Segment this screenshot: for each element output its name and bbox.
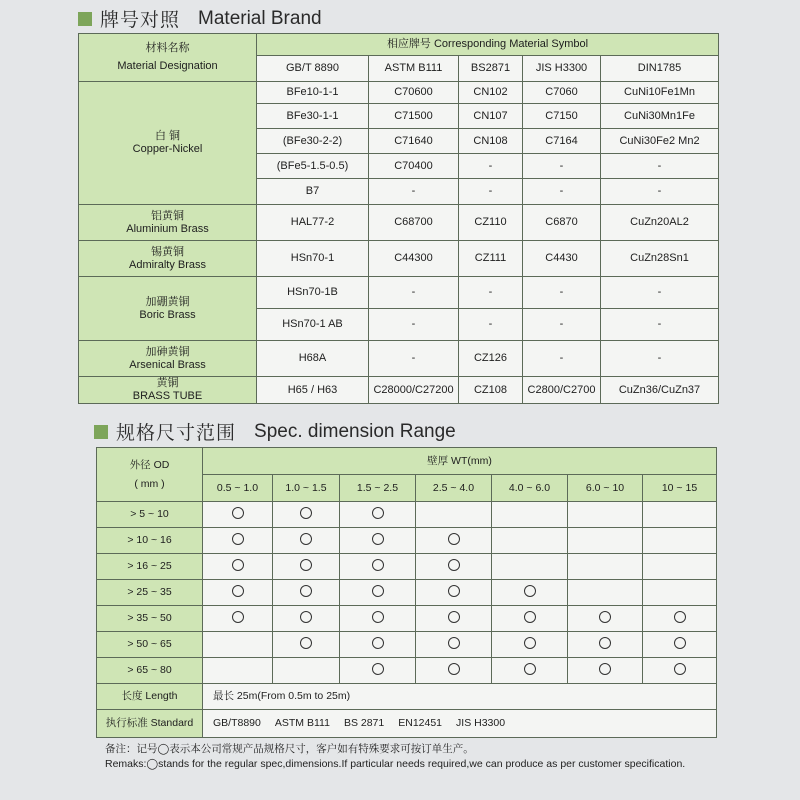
circle-icon bbox=[372, 611, 384, 623]
circle-icon bbox=[599, 637, 611, 649]
wt-range-header: 1.5 ~ 2.5 bbox=[340, 475, 416, 502]
availability-cell bbox=[492, 580, 568, 606]
od-range-cell: > 65 ~ 80 bbox=[97, 658, 203, 684]
spec-row bbox=[97, 606, 717, 632]
availability-cell bbox=[340, 606, 416, 632]
circle-icon bbox=[524, 611, 536, 623]
circle-icon bbox=[524, 637, 536, 649]
remarks-en: Remaks:◯stands for the regular spec,dimensions.If particular needs required,we can produce as per customer specification. bbox=[105, 758, 686, 770]
square-icon bbox=[78, 12, 92, 26]
material-name-cn: 锡黄铜 bbox=[151, 245, 184, 258]
spec-row bbox=[97, 580, 717, 606]
circle-icon bbox=[232, 507, 244, 519]
availability-cell bbox=[492, 632, 568, 658]
brand-cell: CuZn28Sn1 bbox=[601, 241, 719, 277]
availability-cell bbox=[273, 580, 340, 606]
circle-icon bbox=[372, 663, 384, 675]
availability-cell bbox=[416, 606, 492, 632]
section-title-cn: 规格尺寸范围 bbox=[116, 423, 237, 444]
brand-row bbox=[79, 277, 719, 309]
availability-cell bbox=[273, 658, 340, 684]
circle-icon bbox=[300, 637, 312, 649]
brand-cell: - bbox=[601, 309, 719, 341]
availability-cell bbox=[643, 528, 717, 554]
brand-cell: C7150 bbox=[523, 104, 601, 129]
material-name-en: Arsenical Brass bbox=[129, 358, 206, 371]
availability-cell bbox=[568, 554, 643, 580]
availability-cell bbox=[340, 528, 416, 554]
section-title-en: Material Brand bbox=[198, 7, 322, 29]
availability-cell bbox=[416, 528, 492, 554]
circle-icon bbox=[674, 637, 686, 649]
brand-cell: C28000/C27200 bbox=[369, 377, 459, 404]
availability-cell bbox=[492, 554, 568, 580]
header-en: Material Designation bbox=[117, 60, 218, 72]
brand-row bbox=[79, 82, 719, 104]
brand-cell: CZ111 bbox=[459, 241, 523, 277]
circle-icon bbox=[448, 533, 460, 545]
availability-cell bbox=[568, 528, 643, 554]
availability-cell bbox=[643, 580, 717, 606]
brand-cell: - bbox=[523, 154, 601, 179]
spec-row bbox=[97, 528, 717, 554]
availability-cell bbox=[203, 632, 273, 658]
brand-cell: CuNi10Fe1Mn bbox=[601, 82, 719, 104]
brand-cell: (BFe5-1.5-0.5) bbox=[257, 154, 369, 179]
brand-cell: CN107 bbox=[459, 104, 523, 129]
availability-cell bbox=[273, 632, 340, 658]
availability-cell bbox=[273, 502, 340, 528]
circle-icon bbox=[300, 611, 312, 623]
availability-cell bbox=[203, 528, 273, 554]
od-range-cell: > 5 ~ 10 bbox=[97, 502, 203, 528]
brand-cell: CZ108 bbox=[459, 377, 523, 404]
od-header-line2: ( mm ) bbox=[134, 477, 165, 490]
availability-cell bbox=[492, 658, 568, 684]
standard-label: 执行标准 Standard bbox=[97, 710, 203, 738]
circle-icon bbox=[300, 533, 312, 545]
brand-cell: - bbox=[523, 341, 601, 377]
wt-range-header: 10 ~ 15 bbox=[643, 475, 717, 502]
availability-cell bbox=[568, 632, 643, 658]
standard-values bbox=[203, 710, 717, 738]
availability-cell bbox=[273, 554, 340, 580]
availability-cell bbox=[568, 502, 643, 528]
brand-cell: - bbox=[459, 179, 523, 205]
availability-cell bbox=[643, 554, 717, 580]
brand-cell: CZ110 bbox=[459, 205, 523, 241]
brand-header-row bbox=[79, 34, 719, 56]
circle-icon bbox=[674, 663, 686, 675]
brand-row bbox=[79, 205, 719, 241]
availability-cell bbox=[203, 580, 273, 606]
brand-cell: CZ126 bbox=[459, 341, 523, 377]
material-name-en: Boric Brass bbox=[139, 308, 196, 321]
brand-cell: - bbox=[459, 277, 523, 309]
brand-cell: C44300 bbox=[369, 241, 459, 277]
header-cn: 材料名称 bbox=[145, 42, 190, 54]
circle-icon bbox=[599, 611, 611, 623]
brand-cell: H68A bbox=[257, 341, 369, 377]
brand-cell: BFe10-1-1 bbox=[257, 82, 369, 104]
spec-row bbox=[97, 632, 717, 658]
material-name-cell bbox=[79, 377, 257, 404]
material-name-cn: 加硼黄铜 bbox=[145, 295, 190, 308]
brand-cell: BFe30-1-1 bbox=[257, 104, 369, 129]
brand-cell: CuZn36/CuZn37 bbox=[601, 377, 719, 404]
brand-cell: B7 bbox=[257, 179, 369, 205]
length-row bbox=[97, 684, 717, 710]
circle-icon bbox=[300, 585, 312, 597]
length-value: 最长 25m(From 0.5m to 25m) bbox=[203, 684, 717, 710]
availability-cell bbox=[203, 606, 273, 632]
standard-header: JIS H3300 bbox=[523, 56, 601, 82]
circle-icon bbox=[372, 585, 384, 597]
standard-value: JIS H3300 bbox=[456, 717, 506, 729]
brand-row bbox=[79, 241, 719, 277]
material-brand-table bbox=[78, 33, 719, 404]
brand-cell: CuZn20AL2 bbox=[601, 205, 719, 241]
brand-cell: HSn70-1 bbox=[257, 241, 369, 277]
availability-cell bbox=[568, 580, 643, 606]
brand-cell: HAL77-2 bbox=[257, 205, 369, 241]
material-name-cn: 黄铜 bbox=[156, 377, 179, 389]
brand-cell: C4430 bbox=[523, 241, 601, 277]
brand-cell: CN102 bbox=[459, 82, 523, 104]
brand-cell: - bbox=[523, 309, 601, 341]
brand-cell: - bbox=[601, 277, 719, 309]
brand-row bbox=[79, 341, 719, 377]
circle-icon bbox=[232, 611, 244, 623]
availability-cell bbox=[340, 502, 416, 528]
availability-cell bbox=[568, 606, 643, 632]
standard-header: GB/T 8890 bbox=[257, 56, 369, 82]
circle-icon bbox=[372, 507, 384, 519]
od-header-line1: 外径 OD bbox=[129, 458, 170, 471]
spec-row bbox=[97, 554, 717, 580]
wt-range-header: 2.5 ~ 4.0 bbox=[416, 475, 492, 502]
spec-dimension-table bbox=[96, 447, 717, 738]
standard-header: ASTM B111 bbox=[369, 56, 459, 82]
circle-icon bbox=[300, 507, 312, 519]
circle-icon bbox=[448, 611, 460, 623]
wt-range-header: 1.0 ~ 1.5 bbox=[273, 475, 340, 502]
brand-cell: C6870 bbox=[523, 205, 601, 241]
circle-icon bbox=[448, 637, 460, 649]
spec-row bbox=[97, 502, 717, 528]
availability-cell bbox=[643, 632, 717, 658]
availability-cell bbox=[416, 554, 492, 580]
circle-icon bbox=[232, 585, 244, 597]
availability-cell bbox=[416, 632, 492, 658]
circle-icon bbox=[372, 533, 384, 545]
brand-cell: - bbox=[369, 277, 459, 309]
remarks-cn: 备注：记号◯表示本公司常规产品规格尺寸，客户如有特殊要求可按订单生产。 bbox=[105, 743, 474, 755]
standard-row bbox=[97, 710, 717, 738]
brand-cell: C71500 bbox=[369, 104, 459, 129]
circle-icon bbox=[232, 533, 244, 545]
material-name-en: Aluminium Brass bbox=[126, 222, 209, 235]
material-designation-header bbox=[79, 34, 257, 82]
spec-header-row bbox=[97, 448, 717, 475]
section-title-en: Spec. dimension Range bbox=[254, 420, 456, 442]
material-name-cell bbox=[79, 277, 257, 341]
material-name-en: Copper-Nickel bbox=[132, 143, 203, 155]
circle-icon bbox=[599, 663, 611, 675]
brand-cell: HSn70-1 AB bbox=[257, 309, 369, 341]
availability-cell bbox=[273, 606, 340, 632]
material-name-cn: 加砷黄铜 bbox=[145, 345, 190, 358]
availability-cell bbox=[492, 502, 568, 528]
material-name-cell bbox=[79, 241, 257, 277]
brand-cell: C71640 bbox=[369, 129, 459, 154]
circle-icon bbox=[448, 663, 460, 675]
od-range-cell: > 25 ~ 35 bbox=[97, 580, 203, 606]
availability-cell bbox=[643, 502, 717, 528]
length-label: 长度 Length bbox=[97, 684, 203, 710]
brand-cell: - bbox=[459, 154, 523, 179]
square-icon bbox=[94, 425, 108, 439]
od-range-cell: > 16 ~ 25 bbox=[97, 554, 203, 580]
brand-cell: - bbox=[601, 341, 719, 377]
material-name-cn: 白 铜 bbox=[154, 130, 181, 142]
brand-cell: HSn70-1B bbox=[257, 277, 369, 309]
availability-cell bbox=[273, 528, 340, 554]
availability-cell bbox=[416, 580, 492, 606]
material-name-cell bbox=[79, 341, 257, 377]
brand-cell: - bbox=[369, 309, 459, 341]
availability-cell bbox=[203, 502, 273, 528]
section-title-cn: 牌号对照 bbox=[100, 10, 181, 31]
brand-cell: C2800/C2700 bbox=[523, 377, 601, 404]
circle-icon bbox=[300, 559, 312, 571]
od-range-cell: > 10 ~ 16 bbox=[97, 528, 203, 554]
section-title-spec-range bbox=[94, 418, 456, 445]
brand-cell: - bbox=[369, 179, 459, 205]
brand-cell: C7164 bbox=[523, 129, 601, 154]
brand-cell: C70400 bbox=[369, 154, 459, 179]
brand-cell: - bbox=[369, 341, 459, 377]
availability-cell bbox=[492, 528, 568, 554]
standard-header: BS2871 bbox=[459, 56, 523, 82]
standard-value: EN12451 bbox=[398, 717, 443, 729]
brand-cell: - bbox=[523, 179, 601, 205]
availability-cell bbox=[568, 658, 643, 684]
brand-cell: C70600 bbox=[369, 82, 459, 104]
brand-cell: (BFe30-2-2) bbox=[257, 129, 369, 154]
brand-cell: CuNi30Fe2 Mn2 bbox=[601, 129, 719, 154]
availability-cell bbox=[416, 658, 492, 684]
brand-cell: - bbox=[459, 309, 523, 341]
standard-header: DIN1785 bbox=[601, 56, 719, 82]
brand-cell: - bbox=[601, 179, 719, 205]
material-name-en: BRASS TUBE bbox=[132, 390, 203, 402]
standard-value: BS 2871 bbox=[343, 717, 385, 729]
brand-cell: C7060 bbox=[523, 82, 601, 104]
material-name-en: Admiralty Brass bbox=[128, 258, 207, 271]
brand-cell: C68700 bbox=[369, 205, 459, 241]
availability-cell bbox=[340, 658, 416, 684]
standard-value: GB/T8890 bbox=[213, 717, 261, 729]
wt-range-header: 4.0 ~ 6.0 bbox=[492, 475, 568, 502]
brand-cell: H65 / H63 bbox=[257, 377, 369, 404]
circle-icon bbox=[674, 611, 686, 623]
wt-range-header: 6.0 ~ 10 bbox=[568, 475, 643, 502]
availability-cell bbox=[643, 658, 717, 684]
standard-value: ASTM B111 bbox=[274, 717, 330, 729]
spec-row bbox=[97, 658, 717, 684]
availability-cell bbox=[340, 554, 416, 580]
availability-cell bbox=[643, 606, 717, 632]
wt-header: 壁厚 WT(mm) bbox=[203, 448, 717, 475]
od-range-cell: > 50 ~ 65 bbox=[97, 632, 203, 658]
wt-range-header: 0.5 ~ 1.0 bbox=[203, 475, 273, 502]
od-header bbox=[97, 448, 203, 502]
brand-cell: CN108 bbox=[459, 129, 523, 154]
availability-cell bbox=[492, 606, 568, 632]
circle-icon bbox=[524, 585, 536, 597]
circle-icon bbox=[448, 585, 460, 597]
material-name-cn: 铝黄铜 bbox=[151, 209, 184, 222]
brand-cell: - bbox=[523, 277, 601, 309]
availability-cell bbox=[340, 580, 416, 606]
availability-cell bbox=[203, 554, 273, 580]
availability-cell bbox=[416, 502, 492, 528]
material-name-cell bbox=[79, 82, 257, 205]
circle-icon bbox=[232, 559, 244, 571]
od-range-cell: > 35 ~ 50 bbox=[97, 606, 203, 632]
brand-cell: CuNi30Mn1Fe bbox=[601, 104, 719, 129]
circle-icon bbox=[372, 559, 384, 571]
circle-icon bbox=[372, 637, 384, 649]
circle-icon bbox=[448, 559, 460, 571]
circle-icon bbox=[524, 663, 536, 675]
corresponding-symbol-header: 相应牌号 Corresponding Material Symbol bbox=[257, 34, 719, 56]
section-title-material-brand bbox=[78, 5, 322, 32]
availability-cell bbox=[203, 658, 273, 684]
material-name-cell bbox=[79, 205, 257, 241]
availability-cell bbox=[340, 632, 416, 658]
brand-row bbox=[79, 377, 719, 404]
brand-cell: - bbox=[601, 154, 719, 179]
